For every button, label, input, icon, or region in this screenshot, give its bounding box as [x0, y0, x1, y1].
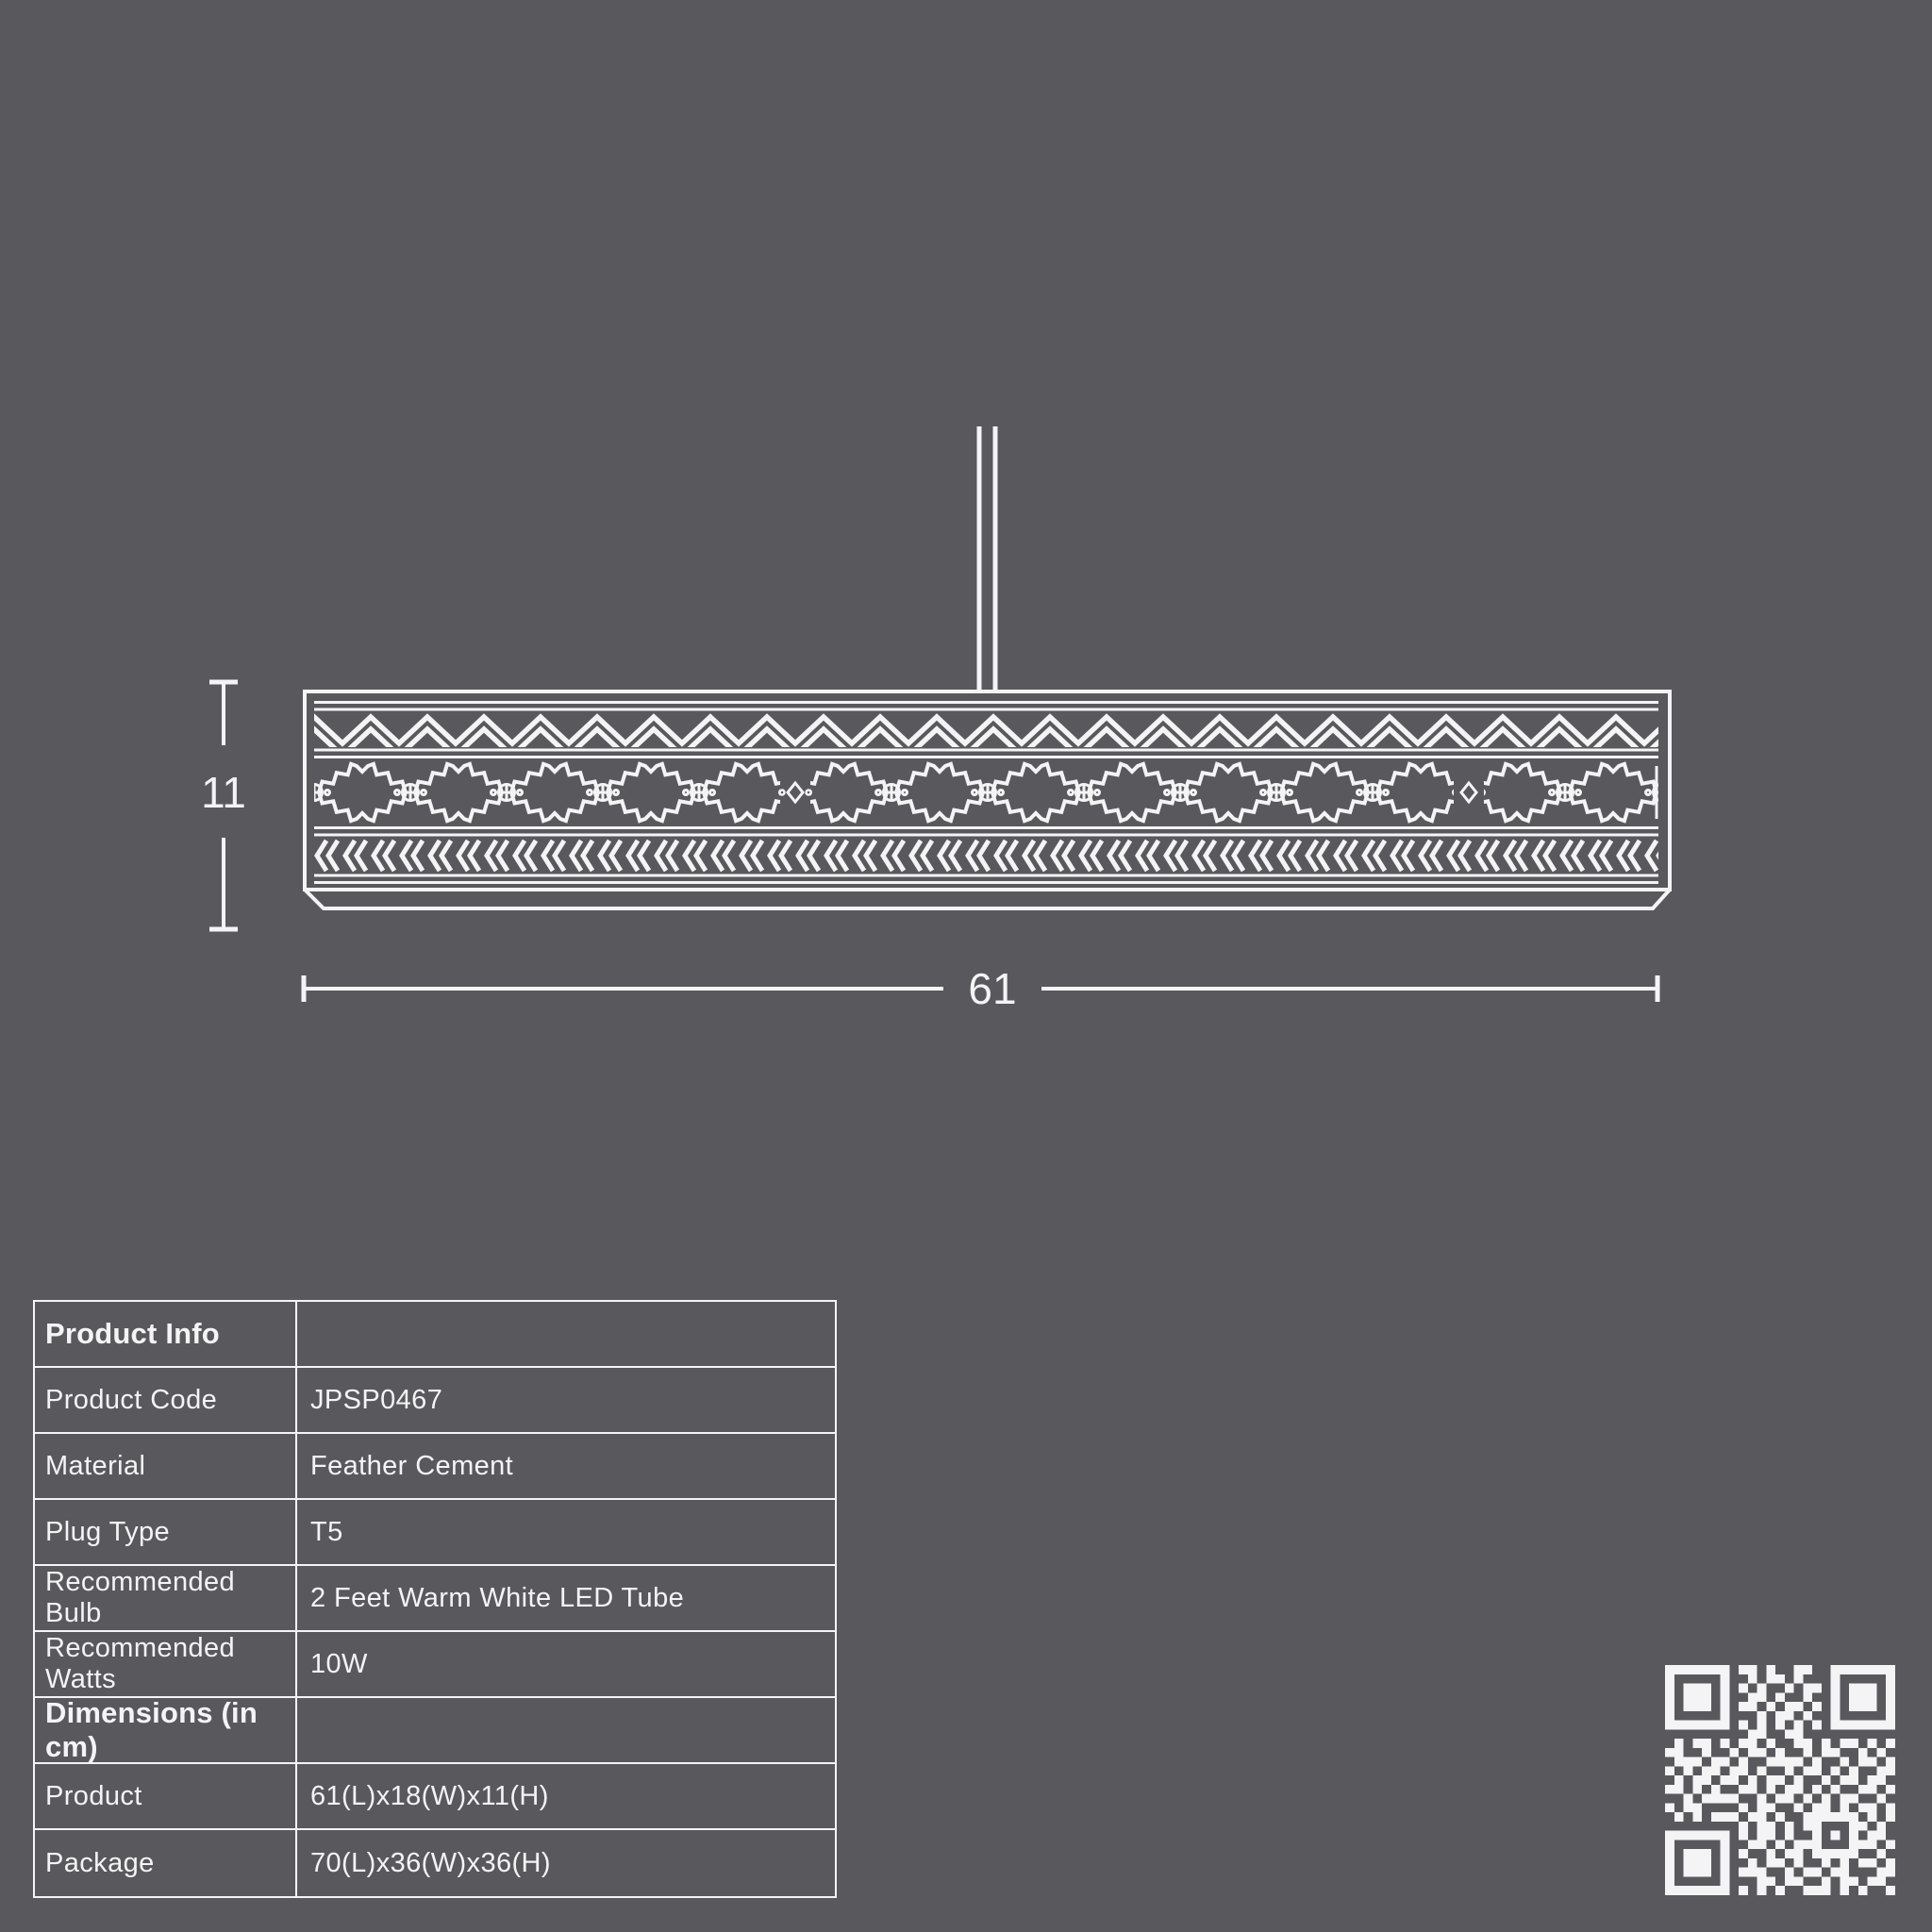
- table-section-header-row: [35, 1302, 835, 1368]
- table-cell-value: T5: [310, 1516, 343, 1547]
- table-section-header: Dimensions (in cm): [35, 1698, 297, 1762]
- table-section-header: Product Info: [35, 1302, 297, 1366]
- table-row: [35, 1500, 835, 1566]
- table-cell-value: [297, 1302, 835, 1366]
- table-cell-value: 61(L)x18(W)x11(H): [310, 1780, 549, 1811]
- length-dimension-label: 61: [968, 964, 1017, 1013]
- qr-code: [1665, 1665, 1895, 1895]
- lamp-bottom-face: [305, 890, 1670, 908]
- table-cell-label: Recommended Bulb: [35, 1566, 297, 1630]
- suspension-rod: [979, 426, 995, 692]
- table-row: [35, 1566, 835, 1632]
- table-cell-label: Product: [35, 1764, 297, 1828]
- table-cell-value: 10W: [310, 1648, 368, 1679]
- table-row: [35, 1368, 835, 1434]
- table-cell-value: [297, 1698, 835, 1762]
- table-cell-label: Plug Type: [35, 1500, 297, 1564]
- height-dimension-label: 11: [201, 768, 246, 817]
- table-cell-value: 2 Feet Warm White LED Tube: [310, 1582, 685, 1613]
- chevron-band: [314, 839, 1658, 873]
- table-row: [35, 1632, 835, 1698]
- table-section-header-row: [35, 1698, 835, 1764]
- table-cell-label: Package: [35, 1830, 297, 1896]
- table-cell-label: Product Code: [35, 1368, 297, 1432]
- table-cell-value: JPSP0467: [310, 1384, 443, 1415]
- table-row: [35, 1434, 835, 1500]
- table-cell-label: Material: [35, 1434, 297, 1498]
- table-row: [35, 1830, 835, 1896]
- table-cell-value: 70(L)x36(W)x36(H): [310, 1847, 551, 1878]
- spec-table: [33, 1300, 837, 1898]
- table-row: [35, 1764, 835, 1830]
- table-cell-label: Recommended Watts: [35, 1632, 297, 1696]
- table-cell-value: Feather Cement: [310, 1450, 514, 1481]
- zigzag-band: [314, 713, 1658, 747]
